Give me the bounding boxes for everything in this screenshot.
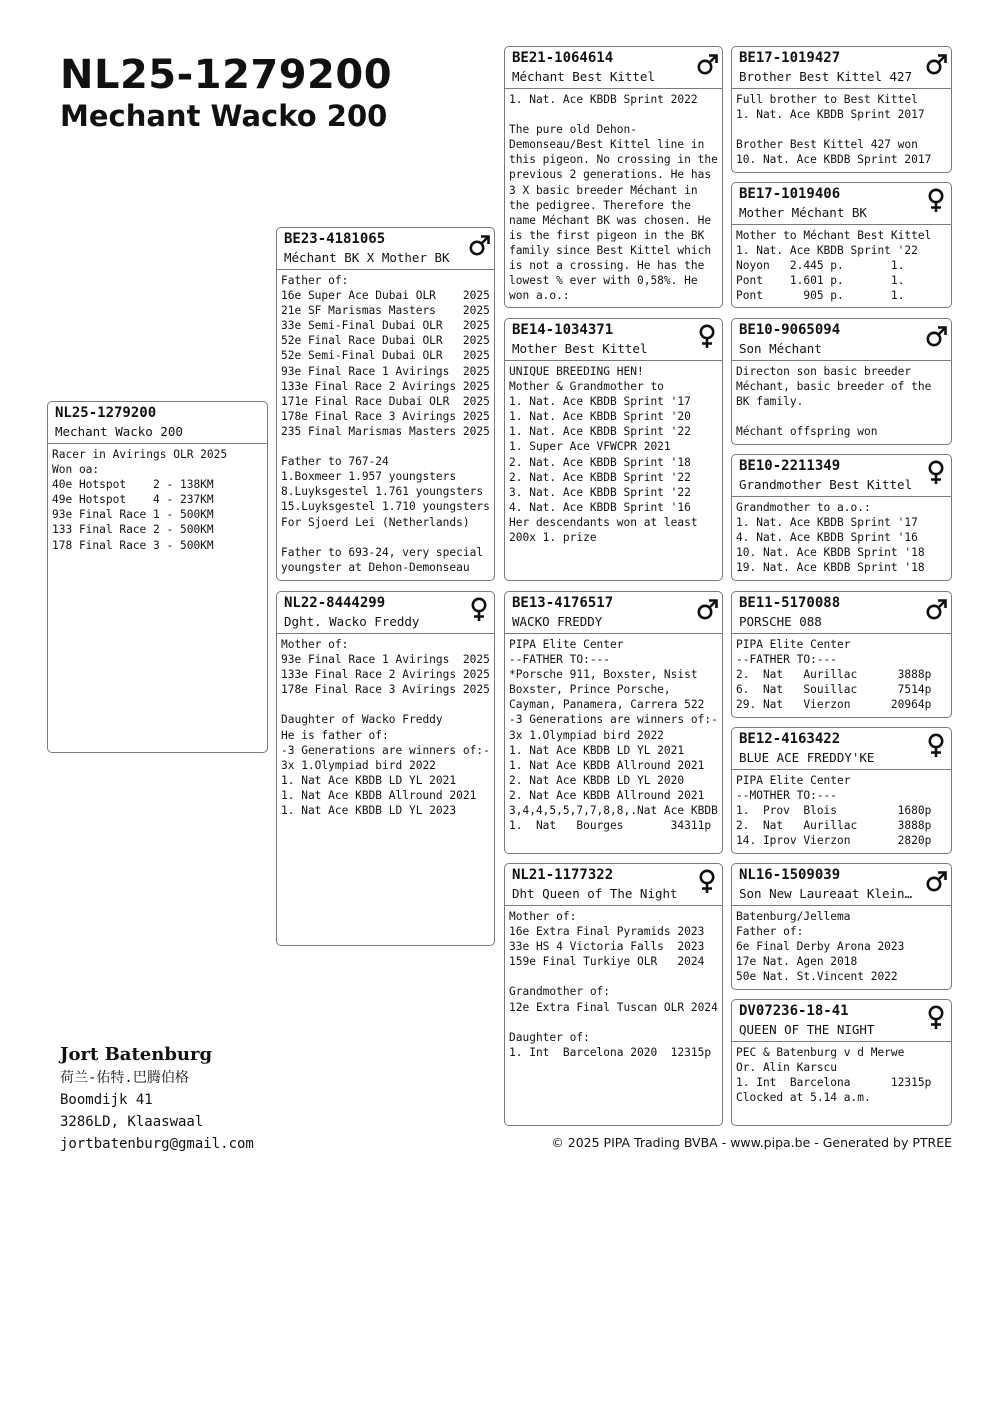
pedigree-card-dam-dam — [504, 863, 723, 1126]
card-pigeon-name: BLUE ACE FREDDY'KE — [739, 750, 875, 765]
card-header — [505, 864, 722, 906]
card-header — [732, 455, 951, 497]
card-pigeon-name: Dht Queen of The Night — [512, 886, 678, 901]
card-pigeon-name: Son Méchant — [739, 341, 822, 356]
card-ring-number: BE17-1019427 — [739, 50, 841, 66]
female-symbol-icon — [925, 1004, 947, 1030]
card-notes: Mother to Méchant Best Kittel 1. Nat. Ace KBDB Sprint '22 Noyon 2.445 p. 1. Pont 1.601 p. 1. Pont 905 p. 1. — [736, 229, 932, 303]
card-header — [732, 47, 951, 89]
card-ring-number: NL25-1279200 — [55, 405, 157, 421]
card-notes: Mother of: 16e Extra Final Pyramids 2023 33e HS 4 Victoria Falls 2023 159e Final Turkiye OLR 2024 Grandmother of: 12e Extra Final Tuscan OLR 2024 Daughter of: 1. Int Barcelona 2020 12315p — [509, 910, 718, 1059]
card-notes: Mother of: 93e Final Race 1 Avirings 2025 133e Final Race 2 Avirings 2025 178e Final Race 3 Avirings 2025 Daughter of Wacko Freddy He is father of: -3 Generations are winners of:- 3x 1.Olympiad bird 2022 1. Nat Ace KBDB LD YL 2021 1. Nat Ace KBDB Allround 2021 1. Nat Ace KBDB LD YL 2023 — [281, 638, 490, 818]
card-pigeon-name: Méchant BK X Mother BK — [284, 250, 450, 265]
card-header — [505, 319, 722, 361]
card-ring-number: BE17-1019406 — [739, 186, 841, 202]
card-pigeon-name: Grandmother Best Kittel — [739, 477, 913, 492]
card-notes: PIPA Elite Center --MOTHER TO:--- 1. Prov Blois 1680p 2. Nat Aurillac 3888p 14. Iprov Vierzon 2820p — [736, 774, 932, 848]
card-pigeon-name: Mother Méchant BK — [739, 205, 867, 220]
male-symbol-icon — [696, 51, 718, 77]
card-ring-number: DV07236-18-41 — [739, 1003, 849, 1019]
pedigree-card-ggp-4 — [731, 454, 952, 581]
card-header — [732, 1000, 951, 1042]
card-ring-number: BE10-9065094 — [739, 322, 841, 338]
card-header — [277, 228, 494, 270]
male-symbol-icon — [925, 323, 947, 349]
subject-ring-number: NL25-1279200 — [60, 52, 393, 98]
footer-copyright: © 2025 PIPA Trading BVBA - www.pipa.be - Generated by PTREE — [551, 1135, 952, 1150]
card-notes: Father of: 16e Super Ace Dubai OLR 2025 21e SF Marismas Masters 2025 33e Semi-Final Dubai OLR 2025 52e Final Race Dubai OLR 2025 52e Semi-Final Dubai OLR 2025 93e Final Race 1 Avirings 2025 133e Final Race 2 Avirings 2025 171e Final Race Dubai OLR 2025 178e Final Race 3 Avirings 2025 235 Final Marismas Masters 2025 Father to 767-24 1.Boxmeer 1.957 youngsters 8.Luyksgestel 1.761 youngsters 15.Luyksgestel 1.710 youngsters For Sjoerd Lei (Netherlands) Father to 693-24, very special youngster at Dehon-Demonseau — [281, 274, 490, 574]
pedigree-card-ggp-6 — [731, 727, 952, 854]
pedigree-title — [60, 53, 392, 133]
pedigree-card-ggp-5 — [731, 591, 952, 718]
card-notes: PIPA Elite Center --FATHER TO:--- 2. Nat Aurillac 3888p 6. Nat Souillac 7514p 29. Nat Vierzon 20964p — [736, 638, 932, 712]
breeder-chinese-name: 荷兰-佑特.巴腾伯格 — [60, 1070, 189, 1086]
pedigree-card-ggp-7 — [731, 863, 952, 990]
pedigree-card-ggp-1 — [731, 46, 952, 173]
male-symbol-icon — [925, 51, 947, 77]
card-pigeon-name: Son New Laureaat Klein… — [739, 886, 913, 901]
card-pigeon-name: Mechant Wacko 200 — [55, 424, 183, 439]
card-notes: PIPA Elite Center --FATHER TO:--- *Porsche 911, Boxster, Nsist Boxster, Prince Porsche, Cayman, Panamera, Carrera 522 -3 Generations are winners of:- 3x 1.Olympiad bird 2022 1. Nat Ace KBDB LD YL 2021 1. Nat Ace KBDB Allround 2021 2. Nat Ace KBDB LD YL 2020 2. Nat Ace KBDB Allround 2021 3,4,4,5,5,7,7,8,8,.Nat Ace KBDB 1. Nat Bourges 34311p — [509, 638, 718, 833]
breeder-contact — [60, 1043, 254, 1155]
breeder-city: 3286LD, Klaaswaal — [60, 1114, 204, 1130]
pedigree-card-sire-dam — [504, 318, 723, 581]
male-symbol-icon — [925, 868, 947, 894]
card-header — [732, 864, 951, 906]
pedigree-card-ggp-3 — [731, 318, 952, 445]
female-symbol-icon — [696, 868, 718, 894]
subject-pigeon-name: Mechant Wacko 200 — [60, 99, 388, 133]
male-symbol-icon — [925, 596, 947, 622]
card-pigeon-name: Dght. Wacko Freddy — [284, 614, 420, 629]
pedigree-card-dam — [276, 591, 495, 946]
card-header — [48, 402, 267, 444]
pedigree-card-ggp-2 — [731, 182, 952, 308]
female-symbol-icon — [925, 187, 947, 213]
breeder-email: jortbatenburg@gmail.com — [60, 1136, 254, 1152]
card-header — [732, 319, 951, 361]
card-notes: UNIQUE BREEDING HEN! Mother & Grandmother to 1. Nat. Ace KBDB Sprint '17 1. Nat. Ace KBDB Sprint '20 1. Nat. Ace KBDB Sprint '22 1. Super Ace VFWCPR 2021 2. Nat. Ace KBDB Sprint '18 2. Nat. Ace KBDB Sprint '22 3. Nat. Ace KBDB Sprint '22 4. Nat. Ace KBDB Sprint '16 Her descendants won at least 200x 1. prize — [509, 365, 698, 545]
card-notes: Full brother to Best Kittel 1. Nat. Ace KBDB Sprint 2017 Brother Best Kittel 427 won 10. Nat. Ace KBDB Sprint 2017 — [736, 93, 932, 167]
female-symbol-icon — [696, 323, 718, 349]
female-symbol-icon — [925, 732, 947, 758]
card-ring-number: NL22-8444299 — [284, 595, 386, 611]
breeder-address: Boomdijk 41 — [60, 1092, 153, 1108]
card-ring-number: BE21-1064614 — [512, 50, 614, 66]
female-symbol-icon — [925, 459, 947, 485]
pedigree-card-sire-sire — [504, 46, 723, 308]
card-pigeon-name: WACKO FREDDY — [512, 614, 603, 629]
card-pigeon-name: Mother Best Kittel — [512, 341, 648, 356]
card-header — [277, 592, 494, 634]
card-notes: Directon son basic breeder Méchant, basic breeder of the BK family. Méchant offspring won — [736, 365, 932, 439]
card-header — [505, 592, 722, 634]
card-notes: Batenburg/Jellema Father of: 6e Final Derby Arona 2023 17e Nat. Agen 2018 50e Nat. St.Vincent 2022 — [736, 910, 905, 984]
card-notes: 1. Nat. Ace KBDB Sprint 2022 The pure old Dehon- Demonseau/Best Kittel line in this pigeon. No crossing in the previous 2 generations. He has 3 X basic breeder Méchant in the pedigree. Therefore the name Méchant BK was chosen. He is the first pigeon in the BK family since Best Kittel which is not a crossing. He has the lowest % ever with 0,58%. He won a.o.: — [509, 93, 718, 303]
card-header — [732, 592, 951, 634]
card-ring-number: NL16-1509039 — [739, 867, 841, 883]
pedigree-card-subject — [47, 401, 268, 753]
card-header — [732, 728, 951, 770]
pedigree-card-dam-sire — [504, 591, 723, 854]
card-notes: Grandmother to a.o.: 1. Nat. Ace KBDB Sprint '17 4. Nat. Ace KBDB Sprint '16 10. Nat. Ace KBDB Sprint '18 19. Nat. Ace KBDB Sprint '18 — [736, 501, 925, 575]
card-pigeon-name: Brother Best Kittel 427 — [739, 69, 913, 84]
card-header — [505, 47, 722, 89]
card-ring-number: BE11-5170088 — [739, 595, 841, 611]
breeder-name: Jort Batenburg — [60, 1044, 213, 1065]
card-notes: Racer in Avirings OLR 2025 Won oa: 40e Hotspot 2 - 138KM 49e Hotspot 4 - 237KM 93e Final Race 1 - 500KM 133 Final Race 2 - 500KM 178 Final Race 3 - 500KM — [52, 448, 228, 552]
male-symbol-icon — [468, 232, 490, 258]
female-symbol-icon — [468, 596, 490, 622]
card-notes: PEC & Batenburg v d Merwe Or. Alin Karscu 1. Int Barcelona 12315p Clocked at 5.14 a.m. — [736, 1046, 932, 1105]
pedigree-card-ggp-8 — [731, 999, 952, 1126]
card-pigeon-name: Méchant Best Kittel — [512, 69, 655, 84]
male-symbol-icon — [696, 596, 718, 622]
card-ring-number: BE13-4176517 — [512, 595, 614, 611]
pedigree-card-sire — [276, 227, 495, 581]
card-ring-number: NL21-1177322 — [512, 867, 614, 883]
card-ring-number: BE14-1034371 — [512, 322, 614, 338]
card-header — [732, 183, 951, 225]
card-ring-number: BE12-4163422 — [739, 731, 841, 747]
card-ring-number: BE10-2211349 — [739, 458, 841, 474]
card-pigeon-name: QUEEN OF THE NIGHT — [739, 1022, 875, 1037]
card-ring-number: BE23-4181065 — [284, 231, 386, 247]
card-pigeon-name: PORSCHE 088 — [739, 614, 822, 629]
